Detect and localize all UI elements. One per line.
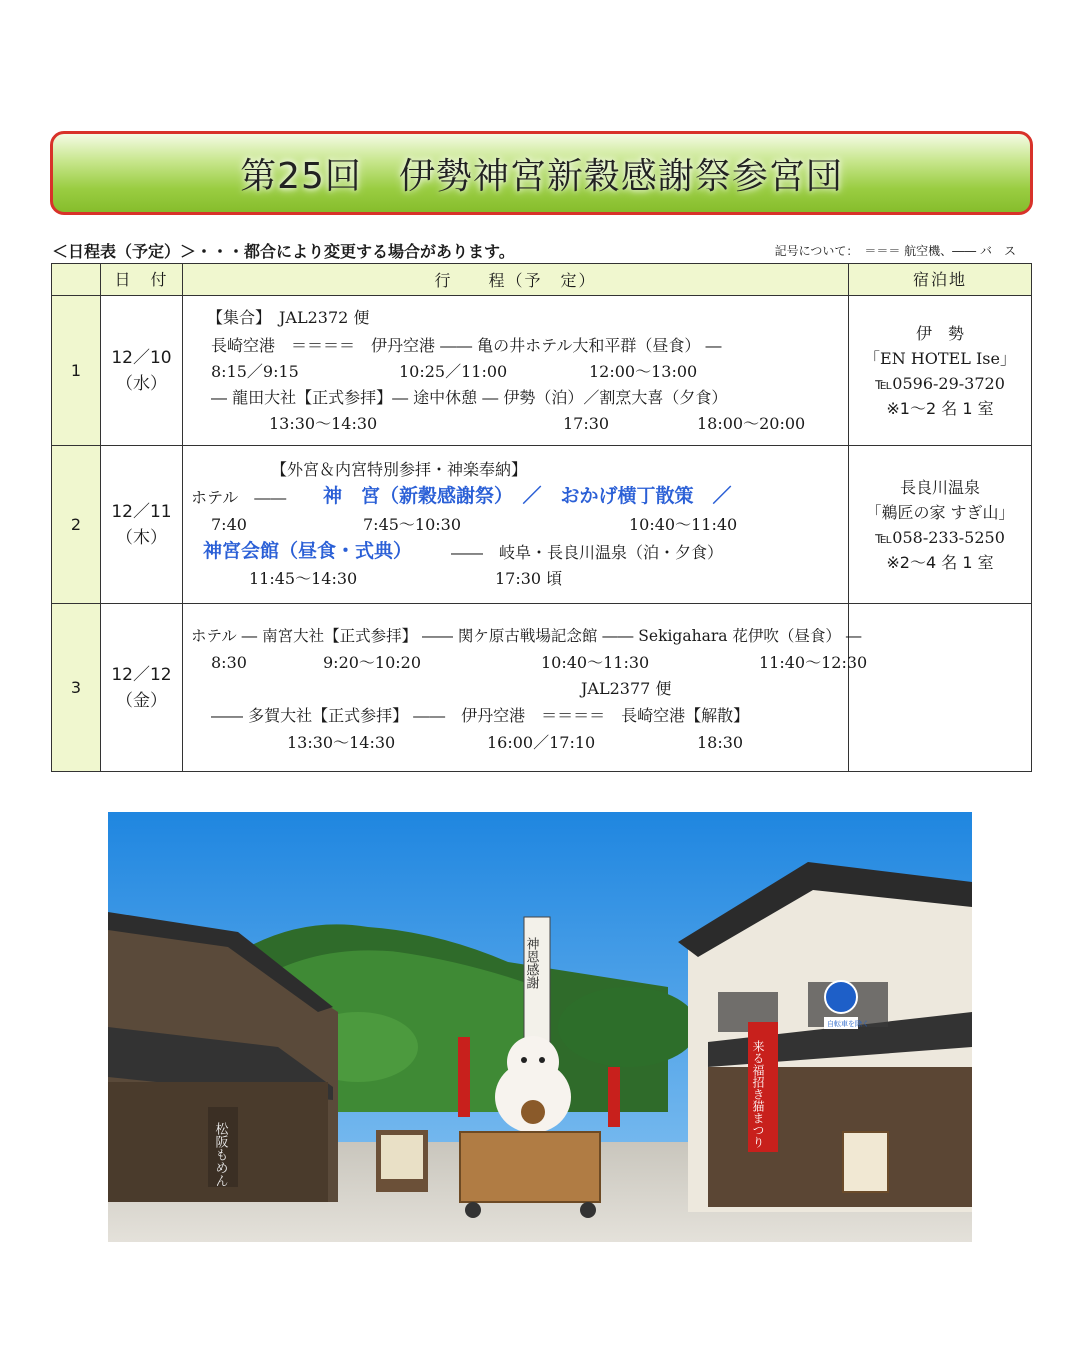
plan-time: 13:30～14:30: [269, 414, 378, 433]
weekday-text: （木）: [116, 527, 167, 548]
day-hotel: [849, 604, 1032, 772]
hotel-area: 伊 勢: [915, 323, 964, 343]
plan-time: 7:45～10:30: [363, 515, 462, 534]
title-banner: [50, 131, 1033, 215]
plan-highlight: 神宮会館（昼食・式典）: [203, 540, 413, 562]
plan-time: 16:00／17:10: [487, 733, 596, 752]
hotel-phone: ℡0596-29-3720: [875, 373, 1005, 393]
plan-time: 11:45～14:30: [249, 569, 358, 588]
pedestrian-sign-icon: [825, 981, 857, 1013]
plan-time: 8:15／9:15: [211, 362, 299, 381]
plan-time: 7:40: [211, 515, 247, 534]
flight-number: JAL2377 便: [581, 679, 672, 698]
hotel-room-note: ※1～2 名 1 室: [886, 398, 994, 418]
hotel-name: 「EN HOTEL Ise」: [864, 348, 1016, 368]
date-text: 12／11: [111, 501, 172, 522]
date-text: 12／10: [111, 347, 172, 368]
plan-line: 長崎空港 ＝＝＝＝ 伊丹空港 ―― 亀の井ホテル大和平群（昼食） ―: [211, 336, 722, 355]
hotel-name: 「鵜匠の家 すぎ山」: [865, 502, 1015, 522]
plan-time: 12:00～13:00: [589, 362, 698, 381]
hotel-room-note: ※2～4 名 1 室: [886, 552, 994, 572]
itinerary-table: [51, 263, 1032, 772]
header-hotel: 宿泊地: [849, 264, 1032, 296]
header-plan: 行 程（予 定）: [183, 264, 849, 296]
plan-line: 【外宮＆内宮特別参拝・神楽奉納】: [271, 460, 528, 479]
day-number: 1: [52, 296, 101, 446]
plan-time: 17:30: [563, 414, 610, 433]
weekday-text: （水）: [116, 373, 167, 394]
plan-line: ―― 岐阜・長良川温泉（泊・夕食）: [451, 543, 724, 562]
page-title: 第25回 伊勢神宮新穀感謝祭参宮団: [240, 155, 843, 197]
day-plan: [183, 604, 868, 772]
day-date: [101, 446, 183, 604]
day-plan: [183, 296, 849, 446]
plan-time: 8:30: [211, 653, 247, 672]
plan-time: 10:25／11:00: [399, 362, 508, 381]
table-row: [52, 296, 1032, 446]
shop-sign: 松阪もめん: [212, 1122, 228, 1187]
okage-yokocho-photo: [108, 812, 972, 1242]
plan-time: 10:40～11:30: [541, 653, 650, 672]
day-date: [101, 296, 183, 446]
schedule-title: ＜日程表（予定）＞・・・都合により変更する場合があります。: [52, 241, 515, 261]
table-row: [52, 446, 1032, 604]
plan-time: 11:40～12:30: [759, 653, 868, 672]
plan-line: ―― 多賀大社【正式参拝】 ―― 伊丹空港 ＝＝＝＝ 長崎空港【解散】: [211, 706, 750, 725]
plan-time: 9:20～10:20: [323, 653, 422, 672]
header-no: [52, 264, 101, 296]
plan-time: 10:40～11:40: [629, 515, 738, 534]
hotel-area: 長良川温泉: [899, 477, 980, 497]
day-number: 2: [52, 446, 101, 604]
plan-line: ― 龍田大社【正式参拝】― 途中休憩 ― 伊勢（泊）／割烹大喜（夕食）: [211, 388, 728, 407]
plan-time: 18:00～20:00: [697, 414, 806, 433]
schedule-header: [52, 238, 1032, 262]
plan-line: 【集合】 JAL2372 便: [207, 308, 370, 327]
cart: [460, 1132, 600, 1202]
day-date: [101, 604, 183, 772]
weekday-text: （金）: [116, 690, 167, 711]
plan-highlight: 神 宮（新穀感謝祭） ／ おかげ横丁散策 ／: [323, 485, 732, 507]
banner-text: 神恩感謝: [523, 937, 539, 989]
plan-time: 17:30 頃: [495, 569, 563, 588]
festival-sign: 来る福招き猫まつり: [751, 1040, 765, 1148]
plan-line: ホテル ――: [191, 488, 287, 507]
street-scene-illustration: [108, 812, 972, 1242]
table-row: [52, 604, 1032, 772]
plan-time: 18:30: [697, 733, 744, 752]
date-text: 12／12: [111, 664, 172, 685]
header-date: 日 付: [101, 264, 183, 296]
table-header-row: [52, 264, 1032, 296]
hotel-phone: ℡058-233-5250: [875, 527, 1005, 547]
street-sign: 自転車を除く: [827, 1020, 869, 1028]
plan-time: 13:30～14:30: [287, 733, 396, 752]
day-number: 3: [52, 604, 101, 772]
plan-line: ホテル ― 南宮大社【正式参拝】 ―― 関ケ原古戦場記念館 ―― Sekigahara 花伊吹（昼食） ―: [191, 627, 862, 645]
day-plan: [183, 446, 849, 604]
symbol-legend: 記号について： ＝＝＝ 航空機、―― バ ス: [774, 243, 1016, 258]
day-hotel: [849, 446, 1032, 604]
day-hotel: [849, 296, 1032, 446]
